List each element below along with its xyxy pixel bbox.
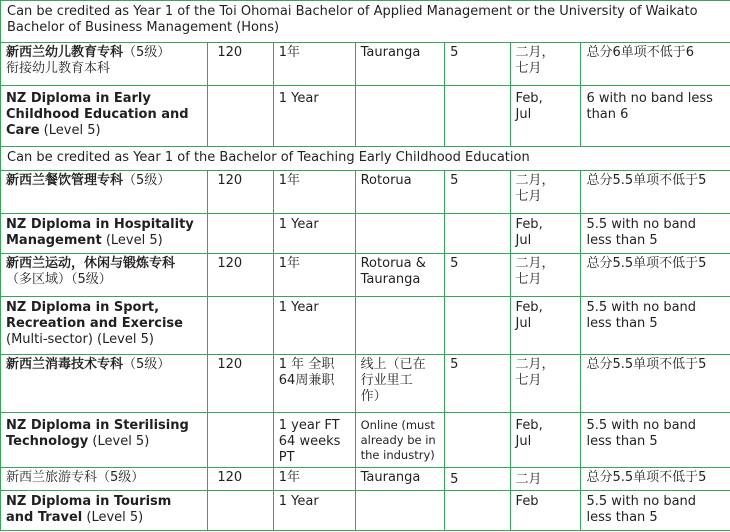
credits: 120: [208, 254, 273, 297]
intake: Feb, Jul: [510, 214, 581, 254]
table-row: [1, 468, 730, 491]
credit-note: Can be credited as Year 1 of the Bachelor of Teaching Early Childhood Education: [1, 147, 730, 171]
intake: Feb, Jul: [510, 86, 581, 147]
programme-level-zh: （5级）: [97, 470, 145, 485]
table-row: [1, 171, 730, 214]
english-requirement: 总分5.5单项不低于5: [581, 171, 730, 214]
english-requirement: 5.5 with no band less than 5: [581, 491, 730, 531]
intake: Feb, Jul: [510, 297, 581, 355]
duration: 1年: [273, 468, 355, 491]
programme-name-zh: 新西兰餐饮管理专科: [6, 173, 124, 188]
programme-name-zh: 新西兰旅游专科: [6, 470, 98, 485]
programme-level-zh: （5级）: [123, 45, 171, 60]
programme-name-zh: 新西兰消毒技术专科: [6, 357, 124, 372]
programme-name-en: NZ Diploma in Early Childhood Education and Care: [6, 91, 189, 138]
credits: 120: [208, 43, 273, 86]
table-row: [1, 254, 730, 297]
english-requirement: 5.5 with no band less than 5: [581, 297, 730, 355]
programme-level-en: (Level 5): [101, 233, 163, 248]
english-requirement: 5.5 with no band less than 5: [581, 413, 730, 468]
credit-note: Can be credited as Year 1 of the Toi Ohomai Bachelor of Applied Management or the University of Waikato Bachelor of Business Management (Hons): [1, 1, 730, 43]
campus: Rotorua & Tauranga: [355, 254, 444, 297]
programme-level-en: (Multi-sector) (Level 5): [6, 332, 154, 347]
programme-name-zh: 新西兰幼儿教育专科: [6, 45, 124, 60]
duration: 1 Year: [273, 86, 355, 147]
intake: 二月， 七月: [510, 43, 581, 86]
intake: 二月: [510, 468, 581, 491]
programme-name-en: NZ Diploma in Hospitality Management: [6, 217, 194, 248]
table-row: [1, 214, 730, 254]
english-requirement: 总分5.5单项不低于5: [581, 254, 730, 297]
programme-level-en: (Level 5): [88, 434, 150, 449]
credit-note-row: [1, 147, 730, 171]
table-row: [1, 43, 730, 86]
programme-sub-zh: 衔接幼儿教育本科: [6, 61, 111, 76]
english-requirement: 总分5.5单项不低于5: [581, 468, 730, 491]
intake: Feb, Jul: [510, 413, 581, 468]
programme-name-en: NZ Diploma in Tourism and Travel: [6, 494, 172, 525]
ielts-score: 5: [445, 468, 510, 491]
english-requirement: 总分5.5单项不低于5: [581, 355, 730, 413]
credits: 120: [208, 468, 273, 491]
duration: 1 Year: [273, 297, 355, 355]
credits: 120: [208, 355, 273, 413]
campus: Online (must already be in the industry): [355, 413, 444, 468]
programme-name-en: NZ Diploma in Sterilising Technology: [6, 418, 189, 449]
credits: 120: [208, 171, 273, 214]
duration: 1 Year: [273, 214, 355, 254]
intake: 二月， 七月: [510, 254, 581, 297]
duration: 1 year FT 64 weeks PT: [273, 413, 355, 468]
intake: Feb: [510, 491, 581, 531]
campus: Tauranga: [355, 43, 444, 86]
programme-name-en: NZ Diploma in Sport, Recreation and Exercise: [6, 300, 183, 331]
table-row: [1, 413, 730, 468]
credit-note-row: [1, 1, 730, 43]
duration: 1 Year: [273, 491, 355, 531]
campus: 线上（已在 行业里工 作）: [355, 355, 444, 413]
ielts-score: 5: [445, 171, 510, 214]
table-row: [1, 491, 730, 531]
duration: 1年: [273, 171, 355, 214]
programme-level-en: (Level 5): [39, 123, 101, 138]
intake: 二月， 七月: [510, 355, 581, 413]
programme-name-zh: 新西兰运动，休闲与锻炼专科: [6, 256, 176, 271]
english-requirement: 总分6单项不低于6: [581, 43, 730, 86]
intake: 二月， 七月: [510, 171, 581, 214]
table-row: [1, 355, 730, 413]
ielts-score: 5: [445, 43, 510, 86]
table-row: [1, 86, 730, 147]
programme-level-en: (Level 5): [82, 510, 144, 525]
programme-sub-zh: （多区域）（5级）: [6, 272, 112, 287]
duration: 1年: [273, 254, 355, 297]
programme-level-zh: （5级）: [123, 357, 171, 372]
ielts-score: 5: [445, 355, 510, 413]
english-requirement: 5.5 with no band less than 5: [581, 214, 730, 254]
campus: Tauranga: [355, 468, 444, 491]
table-row: [1, 297, 730, 355]
campus: Rotorua: [355, 171, 444, 214]
duration: 1 年 全职 64周兼职: [273, 355, 355, 413]
programme-level-zh: （5级）: [123, 173, 171, 188]
duration: 1年: [273, 43, 355, 86]
ielts-score: 5: [445, 254, 510, 297]
english-requirement: 6 with no band less than 6: [581, 86, 730, 147]
